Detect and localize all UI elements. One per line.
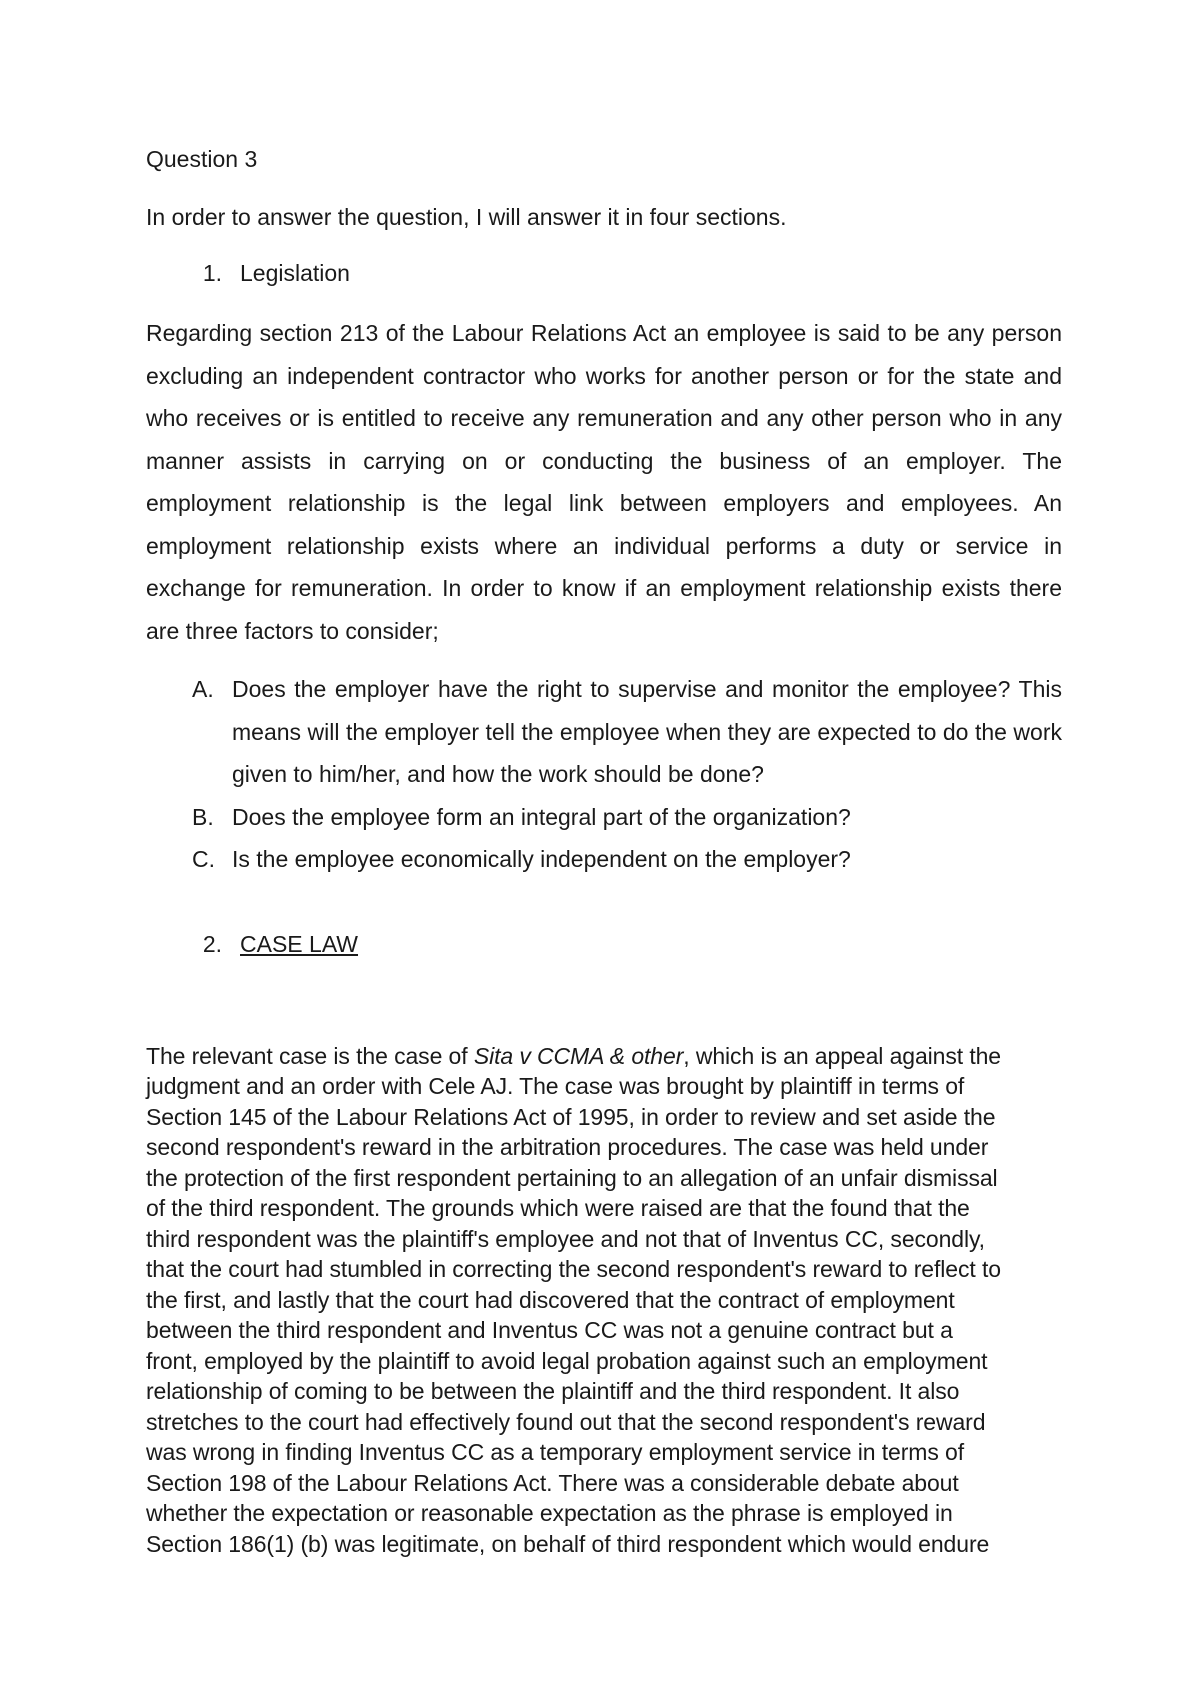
text-line: the protection of the first respondent pertaining to an allegation of an unfair dismissal — [146, 1164, 998, 1191]
text-line: stretches to the court had effectively found out that the second respondent's reward — [146, 1408, 986, 1435]
list-marker: C. — [192, 846, 215, 872]
text-line: that the court had stumbled in correcting the second respondent's reward to reflect to — [146, 1256, 1001, 1282]
legislation-paragraph: Regarding section 213 of the Labour Relations Act an employee is said to be any person excluding an independent contractor who works for another person or for the state and who receives or is entitled to receive any remuneration and any other person who in any manner assists in carrying on or conducting the business of an employer. The employment relationship is the legal link between employers and employees. An employment relationship exists where an individual performs a duty or service in exchange for remuneration. In order to know if an employment relationship exists there are three factors to consider; — [146, 320, 1062, 644]
section-2-label: CASE LAW — [240, 930, 359, 957]
case-law-paragraph — [146, 1041, 1062, 1560]
text-line: between the third respondent and Inventus CC was not a genuine contract but a — [146, 1317, 953, 1343]
text-line: of the third respondent. The grounds which were raised are that the found that the — [146, 1195, 970, 1221]
list-item — [146, 796, 1062, 839]
document-body — [146, 142, 1062, 1559]
text-line: was wrong in finding Inventus CC as a temporary employment service in terms of — [146, 1439, 964, 1465]
section-2-heading — [146, 927, 1062, 961]
list-item-text: Does the employer have the right to supervise and monitor the employee? This means will the employer tell the employee when they are expected to do the work given to him/her, and how the work should be done? — [232, 676, 1062, 787]
text-line: Section 186(1) (b) was legitimate, on behalf of third respondent which would endure — [146, 1530, 990, 1557]
list-item-text: Does the employee form an integral part of the organization? — [232, 803, 851, 830]
text-line: Section 198 of the Labour Relations Act. There was a considerable debate about — [146, 1469, 959, 1496]
list-marker: B. — [192, 803, 214, 830]
section-1-label: Legislation — [240, 260, 350, 286]
section-1-number: 1. — [202, 260, 222, 286]
text-line: relationship of coming to be between the plaintiff and the third respondent. It also — [146, 1378, 960, 1404]
list-marker: A. — [192, 676, 214, 702]
list-item — [146, 668, 1062, 796]
text-line: front, employed by the plaintiff to avoid legal probation against such an employment — [146, 1347, 988, 1374]
case-name: Sita v CCMA & other — [473, 1042, 684, 1069]
text-line: judgment and an order with Cele AJ. The case was brought by plaintiff in terms of — [146, 1073, 965, 1099]
section-2-number: 2. — [202, 930, 222, 957]
section-1-heading — [146, 256, 1062, 290]
text-line: The relevant case is the case of Sita v CCMA & other, which is an appeal against the — [146, 1042, 1001, 1069]
list-item-text: Is the employee economically independent on the employer? — [232, 846, 851, 872]
list-item — [146, 838, 1062, 881]
intro-paragraph: In order to answer the question, I will answer it in four sections. — [146, 204, 787, 230]
text-line: whether the expectation or reasonable expectation as the phrase is employed in — [146, 1500, 953, 1526]
text-line: Section 145 of the Labour Relations Act of 1995, in order to review and set aside the — [146, 1103, 996, 1130]
text-line: third respondent was the plaintiff's employee and not that of Inventus CC, secondly, — [146, 1225, 985, 1252]
text-line: the first, and lastly that the court had discovered that the contract of employment — [146, 1286, 955, 1313]
text-line: second respondent's reward in the arbitration procedures. The case was held under — [146, 1134, 989, 1160]
question-title: Question 3 — [146, 146, 258, 172]
factors-list — [146, 668, 1062, 881]
